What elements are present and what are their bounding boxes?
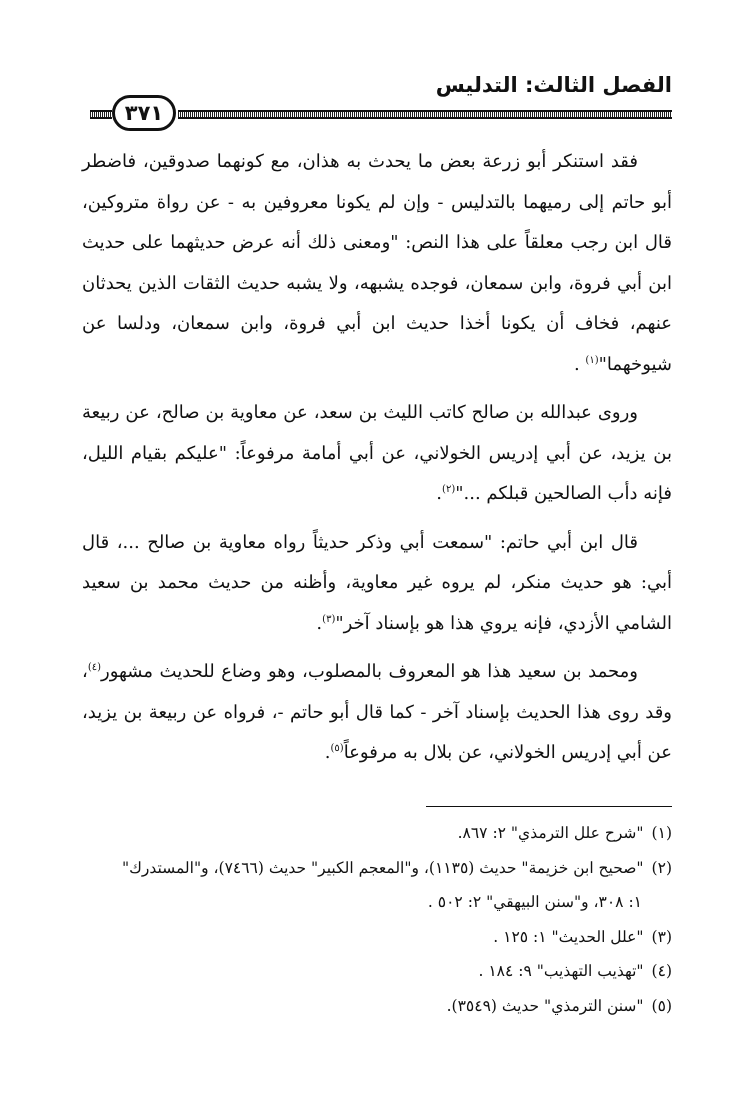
footnote-ref: (١) <box>585 354 599 366</box>
footnote-2 <box>80 851 672 886</box>
paragraph-text: فقد استنكر أبو زرعة بعض ما يحدث به هذان، مع كونهما صدوقين، فاضطر أبو حاتم إلى رميهما بالتدليس - وإن لم يكونا معروفين به - عن رواة متروكين، قال ابن رجب معلقاً على هذا النص: "ومعنى ذلك أنه عرض حديثهما على حديث ابن أبي فروة، وابن سمعان، فوجده يشبهه، ولا يشبه حديث الثقات الذين يحدثان عنهم، فخاف أن يكونا أخذا حديث ابن أبي فروة، وابن سمعان، ودلسا عن شيوخهما" <box>82 151 672 375</box>
footnote-2-continued <box>80 885 672 920</box>
footnote-4 <box>80 954 672 989</box>
footnote-separator <box>426 806 672 807</box>
paragraph-text: قال ابن أبي حاتم: "سمعت أبي وذكر حديثاً رواه معاوية بن صالح ...، قال أبي: هو حديث منكر، لم يروه غير معاوية، وأظنه من حديث محمد بن سعيد الشامي الأزدي، فإنه يروي هذا هو بإسناد آخر" <box>82 531 672 634</box>
footnote-ref: (٤) <box>87 662 101 673</box>
footnote-text: "تهذيب التهذيب" ٩: ١٨٤ . <box>478 962 644 980</box>
footnote-text: "شرح علل الترمذي" ٢: ٨٦٧. <box>457 824 644 842</box>
footnote-5 <box>80 989 672 1024</box>
paragraph-2 <box>82 393 672 515</box>
paragraph-1 <box>82 142 672 385</box>
footnote-1 <box>80 816 672 851</box>
paragraph-4 <box>82 652 672 774</box>
paragraph-text: . <box>436 483 443 504</box>
paragraph-text: . <box>316 612 323 634</box>
footnote-number: (٣) <box>651 927 672 946</box>
footnote-text: "علل الحديث" ١: ١٢٥ . <box>493 927 644 946</box>
paragraph-text: ومحمد بن سعيد هذا هو المعروف بالمصلوب، وهو وضاع للحديث مشهور <box>101 661 638 682</box>
footnote-number: (٤) <box>651 962 672 980</box>
footnote-text: "سنن الترمذي" حديث (٣٥٤٩). <box>446 996 644 1015</box>
footnotes <box>80 816 672 1023</box>
body-text <box>82 142 672 774</box>
paragraph-text: وروى عبدالله بن صالح كاتب الليث بن سعد، عن معاوية بن صالح، عن ربيعة بن يزيد، عن أبي إدريس الخولاني، عن أبي أمامة مرفوعاً: "عليكم بقيام الليل، فإنه دأب الصالحين قبلكم ..." <box>82 402 672 504</box>
page-number: ٣٧١ <box>112 95 176 131</box>
footnote-ref: (٥) <box>330 743 344 754</box>
footnote-ref: (٣) <box>322 613 336 625</box>
footnote-ref: (٢) <box>442 484 456 495</box>
footnote-3 <box>80 920 672 955</box>
paragraph-text: . <box>324 742 331 763</box>
header-rule-left <box>90 110 112 119</box>
header-rule <box>178 110 672 119</box>
paragraph-3 <box>82 523 672 645</box>
paragraph-text: . <box>573 353 586 375</box>
footnote-number: (١) <box>651 824 672 842</box>
chapter-title: الفصل الثالث: التدليس <box>435 73 672 97</box>
footnote-number: (٥) <box>651 996 672 1015</box>
footnote-number: (٢) <box>651 858 672 877</box>
paragraph-text: ، وقد روى هذا الحديث بإسناد آخر - كما قال أبو حاتم -، فرواه عن ربيعة بن يزيد، عن أبي إدريس الخولاني، عن بلال به مرفوعاً <box>82 661 672 763</box>
footnote-text: "صحيح ابن خزيمة" حديث (١١٣٥)، و"المعجم الكبير" حديث (٧٤٦٦)، و"المستدرك" <box>121 858 644 877</box>
footnote-text: ١: ٣٠٨، و"سنن البيهقي" ٢: ٥٠٢ . <box>427 893 642 911</box>
